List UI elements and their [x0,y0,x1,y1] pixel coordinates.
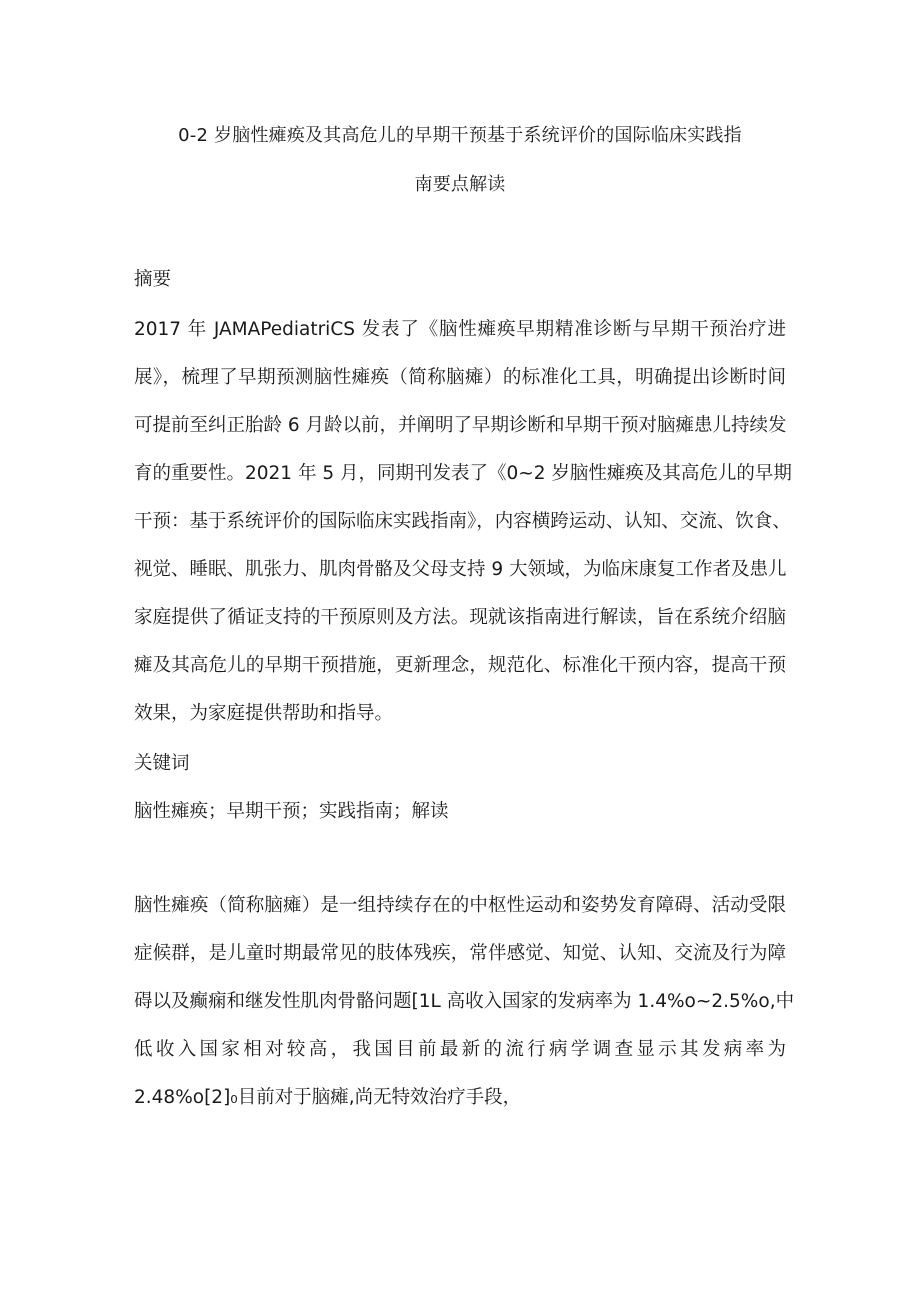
body-line: 脑性瘫痪（简称脑瘫）是一组持续存在的中枢性运动和姿势发育障碍、活动受限 [134,895,786,916]
keywords-text: 脑性瘫痪；早期干预；实践指南；解读 [134,801,449,822]
abstract-line: 瘫及其高危儿的早期干预措施，更新理念，规范化、标准化干预内容，提高干预 [134,655,786,676]
abstract-line: 干预：基于系统评价的国际临床实践指南》，内容横跨运动、认知、交流、饮食、 [134,511,791,532]
keywords-heading: 关键词 [134,753,190,774]
body-line: 低收入国家相对较高，我国目前最新的流行病学调查显示其发病率为 [134,1039,786,1060]
abstract-line: 展》，梳理了早期预测脑性瘫痪（简称脑瘫）的标准化工具，明确提出诊断时间 [134,367,786,388]
abstract-line: 视觉、睡眠、肌张力、肌肉骨骼及父母支持 9 大领域，为临床康复工作者及患儿 [134,559,787,580]
body-line: 碍以及癫痫和继发性肌肉骨骼问题[1L 高收入国家的发病率为 1.4%o~2.5%o,中 [134,991,795,1012]
abstract-line: 效果，为家庭提供帮助和指导。 [134,703,394,724]
abstract-line: 2017 年 JAMAPediatriCS 发表了《脑性瘫痪早期精准诊断与早期干预治疗进 [134,319,786,340]
abstract-line: 家庭提供了循证支持的干预原则及方法。现就该指南进行解读，旨在系统介绍脑 [134,607,786,628]
document-title-line-1: 0-2 岁脑性瘫痪及其高危儿的早期干预基于系统评价的国际临床实践指 [178,125,742,146]
document-title-line-2: 南要点解读 [414,174,506,195]
body-line: 2.48%o[2]₀目前对于脑瘫,尚无特效治疗手段， [134,1087,522,1108]
abstract-line: 育的重要性。2021 年 5 月，同期刊发表了《0~2 岁脑性瘫痪及其高危儿的早期 [134,463,792,484]
abstract-heading: 摘要 [134,269,172,290]
body-line: 症候群，是儿童时期最常见的肢体残疾，常伴感觉、知觉、认知、交流及行为障 [134,943,786,964]
abstract-line: 可提前至纠正胎龄 6 月龄以前，并阐明了早期诊断和早期干预对脑瘫患儿持续发 [134,415,787,436]
